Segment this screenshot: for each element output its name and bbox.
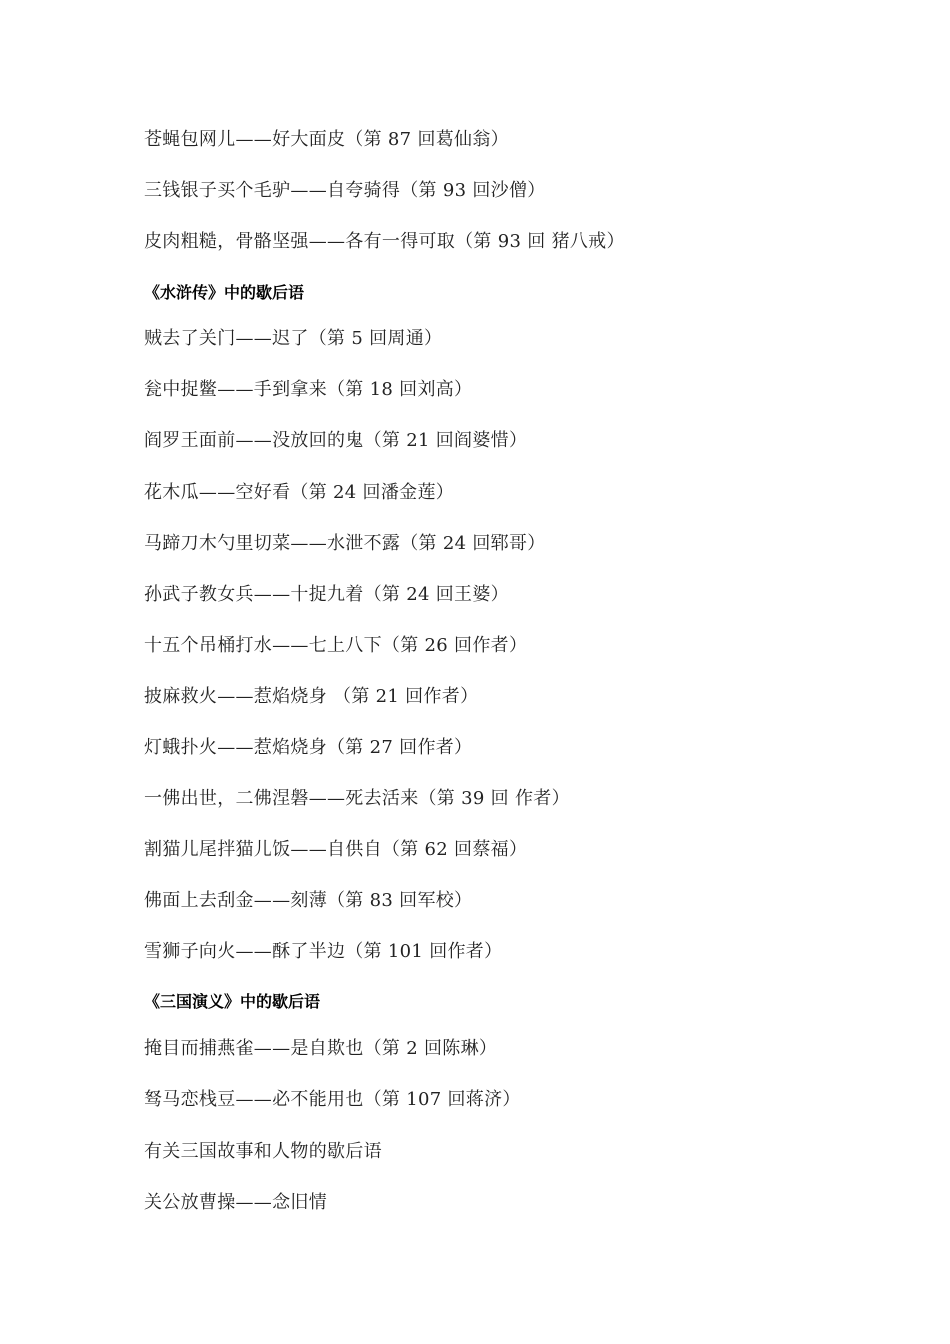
text-line: 割猫儿尾拌猫儿饭——自供自（第 62 回蔡福） [144,839,528,860]
text-line: 孙武子教女兵——十捉九着（第 24 回王婆） [144,584,509,605]
text-line: 驽马恋栈豆——必不能用也（第 107 回蒋济） [144,1089,521,1110]
text-line: 皮肉粗糙，骨骼坚强——各有一得可取（第 93 回 猪八戒） [144,231,625,252]
text-line: 马蹄刀木勺里切菜——水泄不露（第 24 回郓哥） [144,533,546,554]
section-heading: 《三国演义》中的歇后语 [144,992,321,1011]
text-line: 佛面上去刮金——刻薄（第 83 回军校） [144,890,473,911]
section-heading: 《水浒传》中的歇后语 [144,283,305,302]
text-line: 有关三国故事和人物的歇后语 [144,1141,382,1162]
text-line: 披麻救火——惹焰烧身 （第 21 回作者） [144,686,479,707]
text-line: 掩目而捕燕雀——是自欺也（第 2 回陈琳） [144,1038,498,1059]
text-line: 瓮中捉鳖——手到拿来（第 18 回刘高） [144,379,473,400]
text-line: 苍蝇包网儿——好大面皮（第 87 回葛仙翁） [144,129,509,150]
text-line: 雪狮子向火——酥了半边（第 101 回作者） [144,941,503,962]
text-line: 贼去了关门——迟了（第 5 回周通） [144,328,443,349]
text-line: 灯蛾扑火——惹焰烧身（第 27 回作者） [144,737,473,758]
text-line: 一佛出世，二佛涅磐——死去活来（第 39 回 作者） [144,788,570,809]
text-line: 关公放曹操——念旧情 [144,1192,327,1213]
text-line: 阎罗王面前——没放回的鬼（第 21 回阎婆惜） [144,430,528,451]
text-line: 十五个吊桶打水——七上八下（第 26 回作者） [144,635,528,656]
text-line: 三钱银子买个毛驴——自夸骑得（第 93 回沙僧） [144,180,546,201]
text-line: 花木瓜——空好看（第 24 回潘金莲） [144,482,455,503]
